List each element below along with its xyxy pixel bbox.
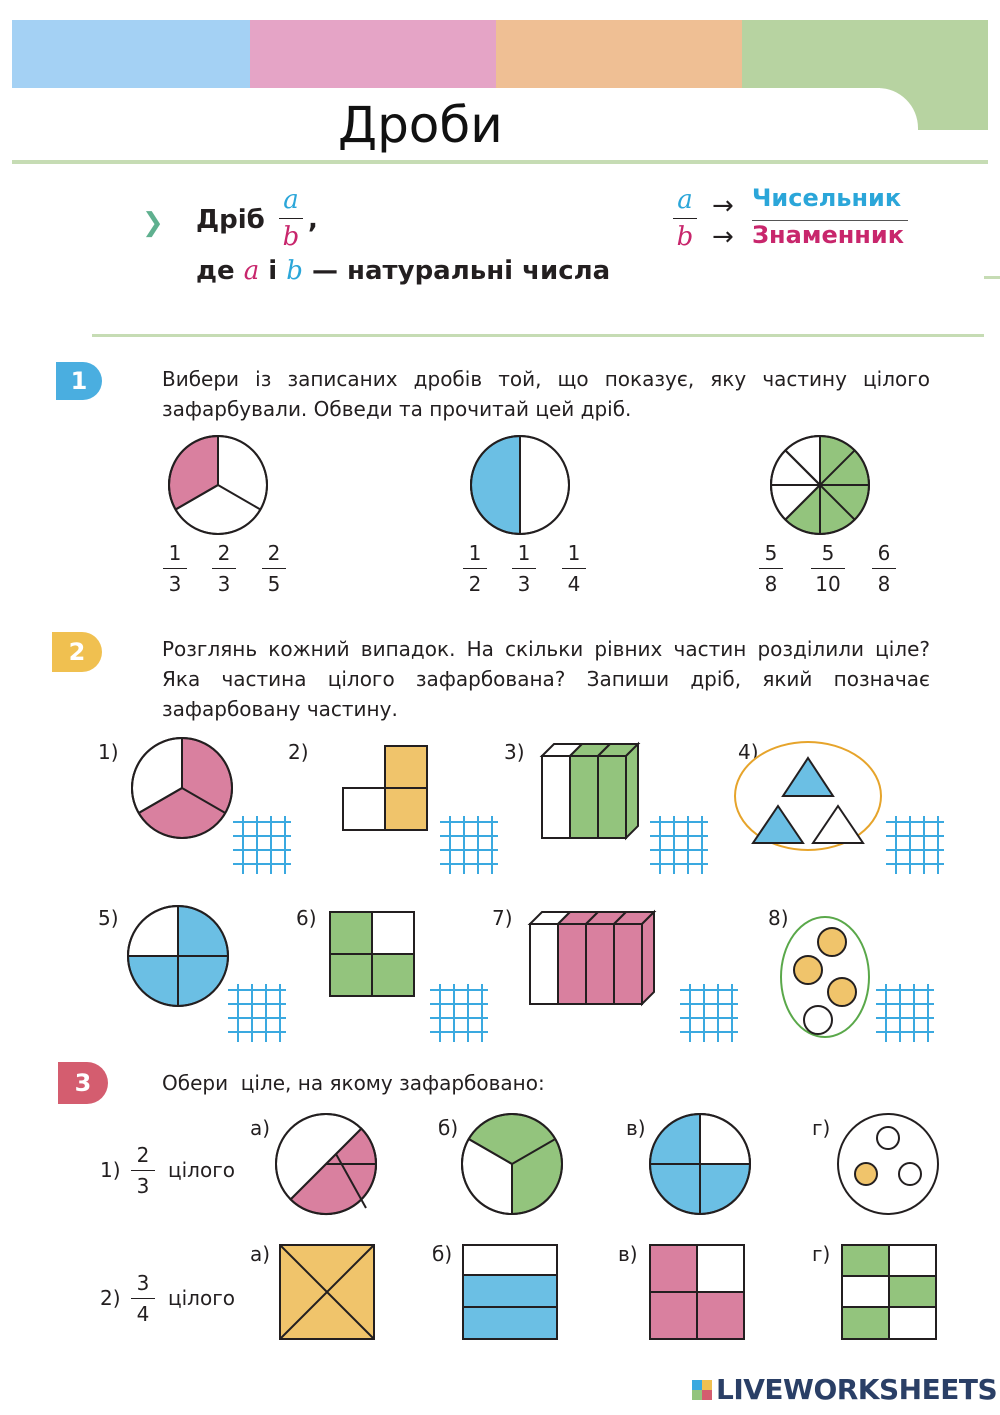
task2-item-label: 6) [296, 906, 317, 930]
rule-line2: де a і b — натуральні числа [196, 256, 611, 286]
task1-circle-halves [471, 436, 569, 534]
task3-option-a-circle[interactable] [276, 1114, 376, 1214]
task2-item-label: 5) [98, 906, 119, 930]
task3-option-label: г) [812, 1242, 831, 1266]
answer-grid[interactable] [430, 984, 488, 1042]
task1-circle-eighths [771, 436, 869, 534]
task3-option-b-rect[interactable] [463, 1245, 557, 1339]
task3-option-a-square[interactable] [280, 1245, 374, 1339]
task1-fraction[interactable]: 2 5 [259, 542, 289, 595]
task3-option-label: б) [438, 1116, 459, 1140]
task3-row-word: цілого [168, 1158, 235, 1182]
answer-grid[interactable] [650, 816, 708, 874]
numerator-label: Чисельник [752, 184, 902, 212]
task3-badge: 3 [58, 1062, 108, 1104]
arrow-right-icon: → [712, 191, 734, 221]
task1-text: Вибери із записаних дробів той, що показує, яку частину цілого зафарбували. Обведи та прочитай цей дріб. [162, 367, 930, 421]
task3-option-d-grid[interactable] [842, 1245, 936, 1339]
task3-option-label: б) [432, 1242, 453, 1266]
task3-option-label: в) [626, 1116, 646, 1140]
task1-circle-thirds [169, 436, 267, 534]
answer-grid[interactable] [876, 984, 934, 1042]
arrow-right-icon: → [712, 222, 734, 252]
rule-word-fraction: Дріб [196, 205, 265, 235]
task2-item-label: 2) [288, 740, 309, 764]
task1-fraction[interactable]: 1 3 [160, 542, 190, 595]
task1-fraction[interactable]: 1 3 [509, 542, 539, 595]
rule-numerator-a: a [283, 185, 299, 215]
task2-figure-2 [343, 746, 427, 830]
rule-denominator-b: b [282, 222, 300, 252]
task3-text: Обери ціле, на якому зафарбовано: [162, 1071, 545, 1095]
denominator-label: Знаменник [752, 221, 904, 249]
task2-figure-6 [330, 912, 414, 996]
task3-option-label: а) [250, 1242, 271, 1266]
footer-brand: LIVEWORKSHEETS [716, 1373, 998, 1406]
task2-item-label: 4) [738, 740, 759, 764]
task3-row-label: 1) [100, 1158, 121, 1182]
task3-option-c-square[interactable] [650, 1245, 744, 1339]
rule-comma: , [308, 205, 318, 235]
task2-figure-1 [132, 738, 232, 838]
task2-figure-4 [735, 742, 881, 850]
answer-grid[interactable] [440, 816, 498, 874]
task3-option-d-circle[interactable] [838, 1114, 938, 1214]
task2-item-label: 7) [492, 906, 513, 930]
task1-fraction[interactable]: 5 8 [756, 542, 786, 595]
task3-row-fraction: 2 3 [128, 1144, 158, 1197]
answer-grid[interactable] [233, 816, 291, 874]
task3-row-label: 2) [100, 1286, 121, 1310]
task3-option-c-circle[interactable] [650, 1114, 750, 1214]
answer-grid[interactable] [886, 816, 944, 874]
task2-item-label: 8) [768, 906, 789, 930]
answer-grid[interactable] [228, 984, 286, 1042]
task3-option-label: а) [250, 1116, 271, 1140]
task3-row-word: цілого [168, 1286, 235, 1310]
task2-figure-5 [128, 906, 228, 1006]
task1-fraction[interactable]: 5 10 [808, 542, 848, 595]
answer-grid[interactable] [680, 984, 738, 1042]
task1-fraction[interactable]: 6 8 [869, 542, 899, 595]
task3-option-label: г) [812, 1116, 831, 1140]
task2-item-label: 3) [504, 740, 525, 764]
page-title: Дроби [338, 96, 503, 154]
task1-fraction[interactable]: 1 4 [559, 542, 589, 595]
task3-option-label: в) [618, 1242, 638, 1266]
task3-row-fraction: 3 4 [128, 1272, 158, 1325]
task1-fraction[interactable]: 2 3 [209, 542, 239, 595]
liveworksheets-logo-icon [692, 1380, 712, 1400]
task3-option-b-circle[interactable] [462, 1114, 562, 1214]
task2-item-label: 1) [98, 740, 119, 764]
task1-badge: 1 [56, 362, 102, 400]
task2-figure-7 [530, 912, 654, 1004]
task2-text: Розглянь кожний випадок. На скільки рівних частин розділили ціле? Яка частина цілого зафарбована? Запиши дріб, який позначає зафарбовану частину. [162, 637, 930, 721]
task2-figure-3 [542, 744, 638, 838]
task2-figure-8 [781, 917, 869, 1037]
task1-fraction[interactable]: 1 2 [460, 542, 490, 595]
task2-badge: 2 [52, 632, 102, 672]
rule-chevron-icon: ❯ [142, 208, 164, 238]
rule-legend-fraction: a b [670, 186, 700, 251]
